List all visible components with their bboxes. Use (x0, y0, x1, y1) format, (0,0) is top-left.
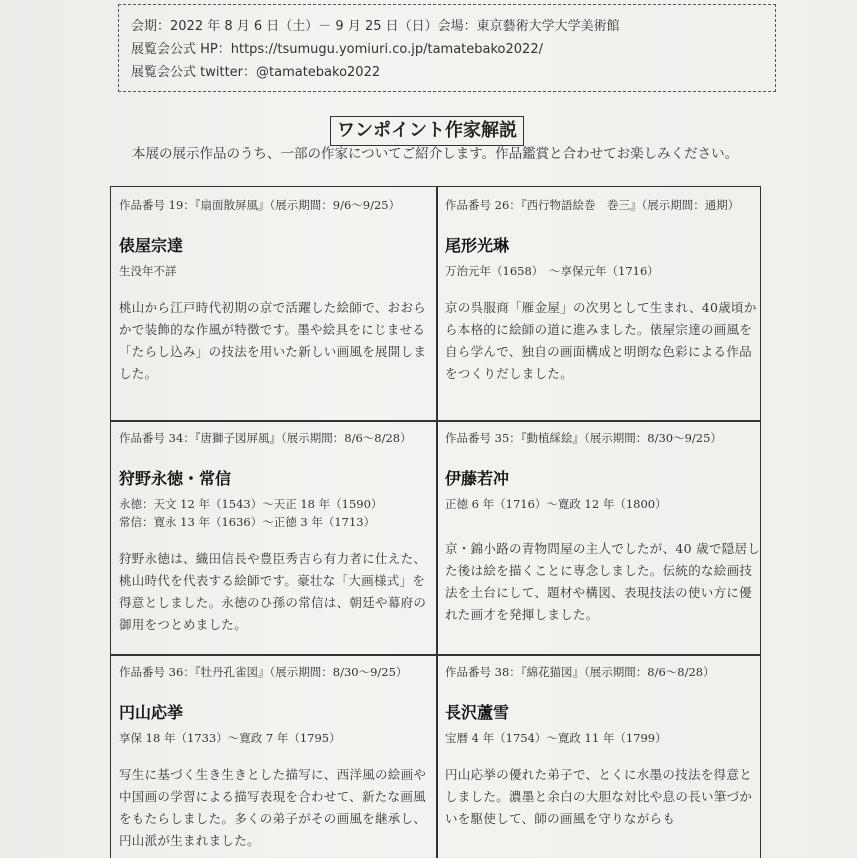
artist-name: 円山応挙 (119, 703, 184, 722)
artist-description: 京・錦小路の青物問屋の主人でしたが、40 歳で隠居した後は絵を描くことに専念しました。伝統的な絵画技法を土台にして、題材や構図、表現技法の使い方に優れた画才を発揮しました。 (445, 541, 761, 622)
artist-description: 狩野永徳は、織田信長や豊臣秀吉ら有力者に仕えた、桃山時代を代表する絵師です。豪壮な「大画様式」を得意としました。永徳のひ孫の常信は、朝廷や幕府の御用をつとめました。 (119, 551, 427, 632)
artist-name: 長沢蘆雪 (445, 703, 510, 722)
artist-description: 円山応挙の優れた弟子で、とくに水墨の技法を得意としました。濃墨と余白の大胆な対比や息の長い筆づかいを駆使して、師の画風を守りながらも (445, 767, 753, 826)
artist-cell-okyo (119, 654, 435, 858)
column-divider (436, 187, 438, 858)
info-website: 展覧会公式 HP：https://tsumugu.yomiuri.co.jp/tamatebako2022/ (131, 42, 543, 57)
work-info: 作品番号 38：『綿花猫図』（展示期間：8/6～8/28） (445, 665, 715, 679)
section-heading: ワンポイント作家解説 (330, 116, 524, 146)
artist-name: 尾形光琳 (445, 236, 510, 255)
artist-cell-korin (445, 187, 761, 385)
artist-dates: 万治元年（1658） ～享保元年（1716） (445, 264, 659, 278)
artist-dates: 宝暦 4 年（1754）～寛政 11 年（1799） (445, 731, 667, 745)
work-info: 作品番号 35：『動植綵絵』（展示期間：8/30～9/25） (445, 431, 722, 445)
artist-dates: 生没年不詳 (119, 264, 177, 278)
artist-dates: 享保 18 年（1733）～寛政 7 年（1795） (119, 731, 341, 745)
artist-name: 伊藤若冲 (445, 469, 510, 488)
artist-cell-eitoku (119, 420, 435, 636)
artist-dates: 永徳：天文 12 年（1543）～天正 18 年（1590） (119, 497, 383, 511)
artist-cell-sotatsu (119, 187, 435, 385)
artist-cell-rosetsu (445, 654, 761, 858)
artist-name: 狩野永徳・常信 (119, 469, 232, 488)
artist-dates: 正徳 6 年（1716）～寛政 12 年（1800） (445, 497, 667, 511)
artist-description: 写生に基づく生き生きとした描写に、西洋風の絵画や中国画の学習による描写表現を合わせて、新たな画風をもたらしました。多くの弟子がその画風を継承し、円山派が生まれました。 (119, 767, 427, 848)
artist-table (110, 186, 761, 858)
artist-description: 桃山から江戸時代初期の京で活躍した絵師で、おおらかで装飾的な作風が特徴です。墨や絵具をにじませる「たらし込み」の技法を用いた新しい画風を展開しました。 (119, 300, 427, 381)
info-period-venue: 会期：2022 年 8 月 6 日（土）－ 9 月 25 日（日）会場：東京藝術大学大学美術館 (131, 19, 620, 34)
artist-description: 京の呉服商「雁金屋」の次男として生まれ、40歳頃から本格的に絵師の道に進みました。俵屋宗達の画風を自ら学んで、独自の画面構成と明朗な色彩による作品をつくりだしました。 (445, 300, 757, 381)
work-info: 作品番号 19：『扇面散屏風』（展示期間：9/6～9/25） (119, 198, 401, 212)
work-info: 作品番号 36：『牡丹孔雀図』（展示期間：8/30～9/25） (119, 665, 408, 679)
artist-dates: 常信：寛永 13 年（1636）～正徳 3 年（1713） (119, 515, 376, 529)
work-info: 作品番号 26：『西行物語絵巻 巻三』（展示期間：通期） (445, 198, 740, 212)
intro-text: 本展の展示作品のうち、一部の作家についてご紹介します。作品鑑賞と合わせてお楽しみください。 (132, 146, 739, 162)
work-info: 作品番号 34：『唐獅子図屏風』（展示期間：8/6～8/28） (119, 431, 412, 445)
artist-name: 俵屋宗達 (119, 236, 184, 255)
exhibition-info-box (118, 4, 776, 92)
info-twitter: 展覧会公式 twitter：@tamatebako2022 (131, 65, 381, 80)
artist-cell-jakuchu (445, 420, 761, 626)
